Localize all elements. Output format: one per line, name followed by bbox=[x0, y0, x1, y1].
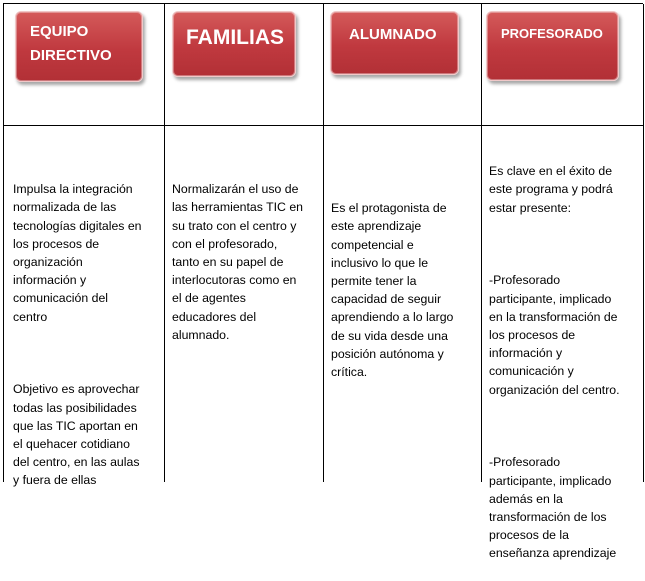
header-equipo-line2: DIRECTIVO bbox=[30, 47, 112, 64]
header-badge-profesorado bbox=[486, 11, 619, 81]
familias-paragraph-1: Normalizarán el uso de las herramientas TIC en su trato con el centro y con el profesorado, tanto en su papel de interlocutoras como en el de agentes educadores del alumnado. bbox=[172, 182, 303, 342]
equipo-directivo-text bbox=[13, 162, 158, 508]
alumnado-paragraph-1: Es el protagonista de este aprendizaje competencial e inclusivo lo que le permite tener la capacidad de seguir aprendiendo a lo largo de su vida desde una posición autónoma y crítica. bbox=[331, 201, 454, 380]
header-divider bbox=[4, 125, 644, 126]
profesorado-text bbox=[489, 144, 637, 581]
profesorado-paragraph-1: Es clave en el éxito de este programa y podrá estar presente: bbox=[489, 164, 613, 215]
header-badge-equipo-directivo bbox=[15, 11, 143, 82]
header-badge-familias bbox=[172, 11, 296, 77]
header-profesorado-label: PROFESORADO bbox=[501, 26, 603, 41]
header-equipo-line1: EQUIPO bbox=[30, 23, 89, 40]
profesorado-paragraph-2: -Profesorado participante, implicado en la transformación de los procesos de información y comunicación y organización del centro. bbox=[489, 273, 620, 397]
profesorado-paragraph-3: -Profesorado participante, implicado además en la transformación de los procesos de la enseñanza aprendizaje bbox=[489, 455, 617, 561]
alumnado-text bbox=[331, 181, 465, 399]
familias-text bbox=[172, 162, 318, 362]
header-alumnado-label: ALUMNADO bbox=[349, 26, 437, 43]
equipo-paragraph-1: Impulsa la integración normalizada de las tecnologías digitales en los procesos de organización información y comunicación del centro bbox=[13, 182, 142, 324]
equipo-paragraph-2: Objetivo es aprovechar todas las posibilidades que las TIC aportan en el quehacer cotidiano del centro, en las aulas y fuera de ellas bbox=[13, 382, 140, 488]
header-familias-label: FAMILIAS bbox=[186, 26, 284, 49]
header-badge-alumnado bbox=[330, 11, 459, 75]
